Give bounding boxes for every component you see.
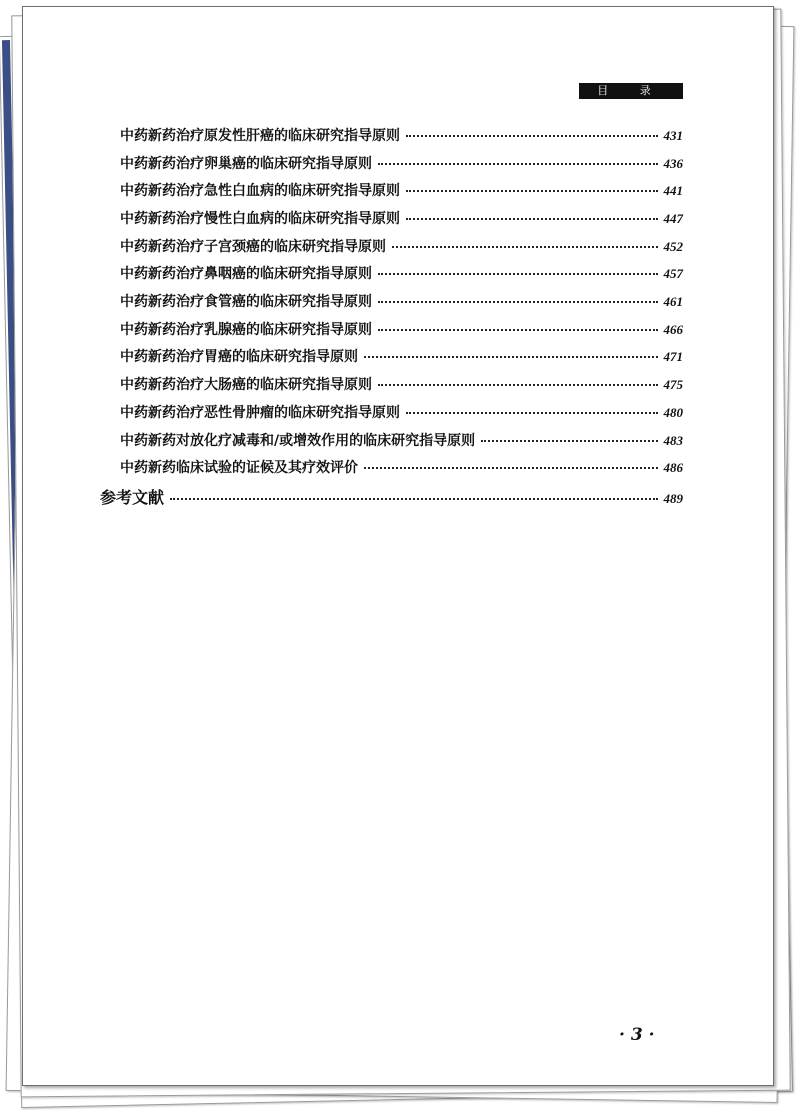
toc-entry-title: 中药新药治疗子宫颈癌的临床研究指导原则	[120, 239, 386, 255]
toc-entry-page: 436	[663, 156, 683, 171]
toc-entry[interactable]	[120, 430, 683, 450]
toc-entry[interactable]	[120, 263, 683, 283]
dot-leader	[481, 440, 657, 442]
toc-entry-title: 中药新药治疗乳腺癌的临床研究指导原则	[120, 322, 372, 338]
toc-entry-title: 中药新药对放化疗减毒和/或增效作用的临床研究指导原则	[120, 433, 476, 449]
toc-entry[interactable]	[120, 402, 683, 422]
section-header-tag: 目 录	[579, 83, 683, 99]
dot-leader	[364, 356, 658, 358]
dot-leader	[406, 135, 658, 137]
toc-entry-title: 中药新药治疗恶性骨肿瘤的临床研究指导原则	[120, 405, 400, 421]
toc-entry-page: 480	[663, 405, 683, 420]
toc-entry[interactable]	[120, 319, 683, 339]
toc-entry-page: 431	[663, 128, 683, 143]
page-number: · 3 ·	[619, 1025, 655, 1045]
toc-entry-title: 中药新药治疗食管癌的临床研究指导原则	[120, 294, 372, 310]
document-page	[22, 6, 774, 1086]
dot-leader	[406, 218, 658, 220]
toc-entry-page: 457	[663, 266, 683, 281]
toc-entry[interactable]	[120, 208, 683, 228]
toc-entry-title: 中药新药治疗慢性白血病的临床研究指导原则	[120, 211, 400, 227]
dot-leader	[392, 246, 658, 248]
toc-entry-title: 中药新药治疗急性白血病的临床研究指导原则	[120, 183, 400, 199]
toc-entry[interactable]	[120, 236, 683, 256]
toc-entry[interactable]	[120, 153, 683, 173]
toc-entry[interactable]	[120, 346, 683, 366]
toc-entry[interactable]	[120, 291, 683, 311]
toc-entry-title: 中药新药治疗胃癌的临床研究指导原则	[120, 349, 358, 365]
toc-entry-title: 中药新药治疗卵巢癌的临床研究指导原则	[120, 156, 372, 172]
dot-leader	[170, 498, 657, 500]
toc-entry-references[interactable]	[100, 485, 683, 508]
toc-entry[interactable]	[120, 180, 683, 200]
dot-leader	[406, 412, 658, 414]
dot-leader	[378, 329, 658, 331]
toc-entry[interactable]	[120, 374, 683, 394]
toc-entry-page: 461	[663, 294, 683, 309]
toc-entry-title: 中药新药治疗鼻咽癌的临床研究指导原则	[120, 266, 372, 282]
toc-entry-page: 489	[663, 491, 683, 506]
dot-leader	[378, 301, 658, 303]
toc-entry-title: 参考文献	[100, 488, 165, 507]
dot-leader	[378, 163, 658, 165]
toc-entry-page: 471	[663, 349, 683, 364]
toc-entry-title: 中药新药临床试验的证候及其疗效评价	[120, 460, 358, 476]
toc-entry-page: 452	[663, 239, 683, 254]
toc-entry-page: 466	[663, 322, 683, 337]
toc-entry-page: 441	[663, 183, 683, 198]
toc-entry[interactable]	[120, 125, 683, 145]
toc-entry[interactable]	[120, 457, 683, 477]
toc-entry-page: 483	[663, 433, 683, 448]
toc-entry-page: 475	[663, 377, 683, 392]
dot-leader	[378, 384, 658, 386]
dot-leader	[364, 467, 658, 469]
dot-leader	[378, 273, 658, 275]
toc-entry-page: 486	[663, 460, 683, 475]
dot-leader	[406, 190, 658, 192]
toc-entry-title: 中药新药治疗大肠癌的临床研究指导原则	[120, 377, 372, 393]
toc-entry-title: 中药新药治疗原发性肝癌的临床研究指导原则	[120, 128, 400, 144]
toc-entry-page: 447	[663, 211, 683, 226]
